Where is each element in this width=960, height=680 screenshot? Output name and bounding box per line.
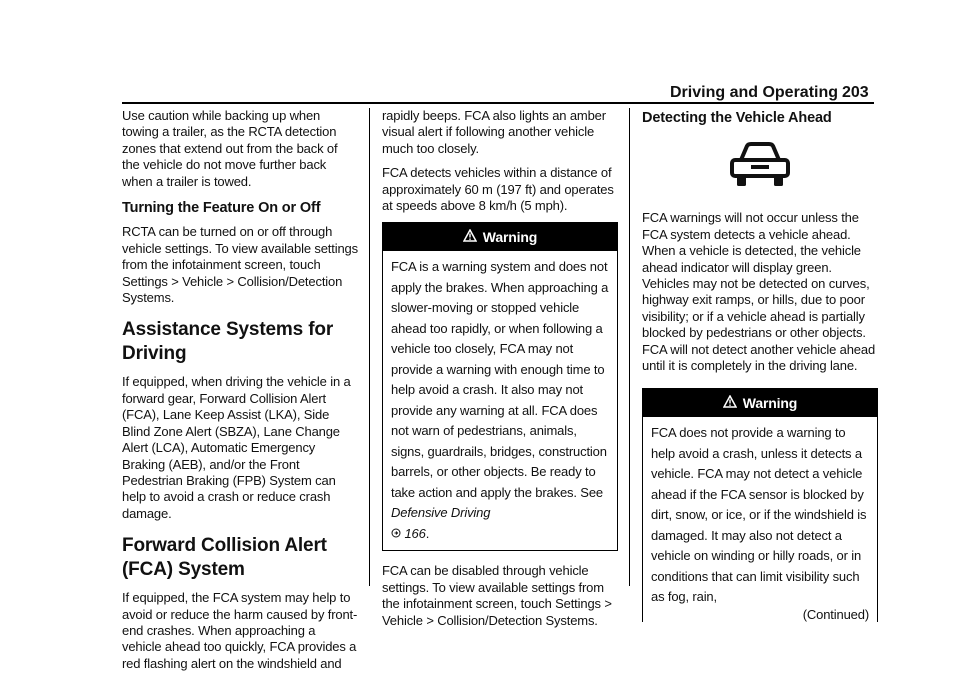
warning-title: Warning (482, 229, 538, 246)
column-3 (642, 108, 878, 622)
paragraph: If equipped, the FCA system may help to avoid or reduce the harm caused by front-end crashes. When approaching a vehicle ahead too quickly, FCA provides a red flashing alert on the windshield and (122, 590, 358, 671)
paragraph: FCA warnings will not occur unless the FCA system detects a vehicle ahead. When a vehicle is detected, the vehicle ahead indicator will display green. Vehicles may not be detected on curves, highway exit ramps, or hills, due to poor visibility; or if a vehicle ahead is partially blocked by pedestrians or other objects. FCA will not detect another vehicle ahead until it is completely in the driving lane. (642, 210, 876, 374)
warning-end: . (425, 525, 430, 541)
warning-text: FCA does not provide a warning to help avoid a crash, unless it detects a vehicle. FCA may not detect a vehicle ahead if the FCA sensor is blocked by dirt, snow, or ice, or if the windshield is damaged. It may also not detect a vehicle on winding or hilly roads, or in conditions that can limit visibility such as fog, rain, (651, 425, 867, 605)
column-divider (369, 108, 370, 586)
warning-box (642, 388, 878, 622)
paragraph: Use caution while backing up when towing a trailer, as the RCTA detection zones that extend out from the back of the vehicle do not move further back when a trailer is towed. (122, 108, 338, 189)
heading-detecting-vehicle: Detecting the Vehicle Ahead (642, 110, 832, 126)
column-2 (382, 108, 618, 637)
warning-header (383, 223, 617, 251)
column-1 (122, 108, 358, 680)
continued-label: (Continued) (802, 606, 869, 622)
warning-header (643, 389, 877, 417)
column-divider (629, 108, 630, 586)
paragraph: FCA detects vehicles within a distance of approximately 60 m (197 ft) and operates at speeds above 8 km/h (5 mph). (382, 165, 614, 214)
warning-title: Warning (742, 395, 798, 412)
paragraph: FCA can be disabled through vehicle settings. To view available settings from the infotainment screen, touch Settings > Vehicle > Collision/Detection Systems. (382, 563, 612, 628)
cross-reference-link[interactable]: Defensive Driving (391, 505, 491, 521)
warning-box (382, 222, 618, 551)
warning-icon (723, 395, 737, 412)
page-number: 203 (842, 84, 869, 101)
paragraph: RCTA can be turned on or off through vehicle settings. To view available settings from the infotainment screen, touch Settings > Vehicle > Collision/Detection Systems. (122, 224, 358, 306)
heading-fca-system: Forward Collision Alert (FCA) System (122, 535, 327, 581)
vehicle-ahead-icon (729, 140, 791, 190)
warning-body (643, 417, 877, 622)
vehicle-ahead-icon-wrap (642, 140, 878, 190)
warning-text: FCA is a warning system and does not apply the brakes. When approaching a slower-moving or stopped vehicle ahead too rapidly, or when following a vehicle too closely, FCA may not provide a warning with enough time to help avoid a crash. It also may not provide any warning at all. FCA does not warn of pedestrians, animals, signs, guardrails, bridges, construction barrels, or other objects. Be ready to take action and apply the brakes. See (391, 259, 609, 500)
paragraph: If equipped, when driving the vehicle in a forward gear, Forward Collision Alert (FCA), Lane Keep Assist (LKA), Side Blind Zone Alert (SBZA), Lane Change Alert (LCA), Automatic Emergency Braking (AEB), and/or the Front Pedestrian Braking (FPB) System can help to avoid a crash or reduce crash damage. (122, 374, 351, 521)
heading-turning-feature: Turning the Feature On or Off (122, 200, 321, 217)
paragraph: rapidly beeps. FCA also lights an amber visual alert if following another vehicle much too closely. (382, 108, 606, 156)
cross-reference-page[interactable]: 166 (404, 525, 426, 541)
heading-assistance-systems: Assistance Systems for Driving (122, 319, 334, 365)
running-header-section: Driving and Operating (670, 84, 839, 101)
warning-icon (463, 229, 477, 246)
header-rule (122, 102, 874, 104)
warning-body (383, 251, 617, 550)
page-ref-icon (391, 526, 404, 541)
